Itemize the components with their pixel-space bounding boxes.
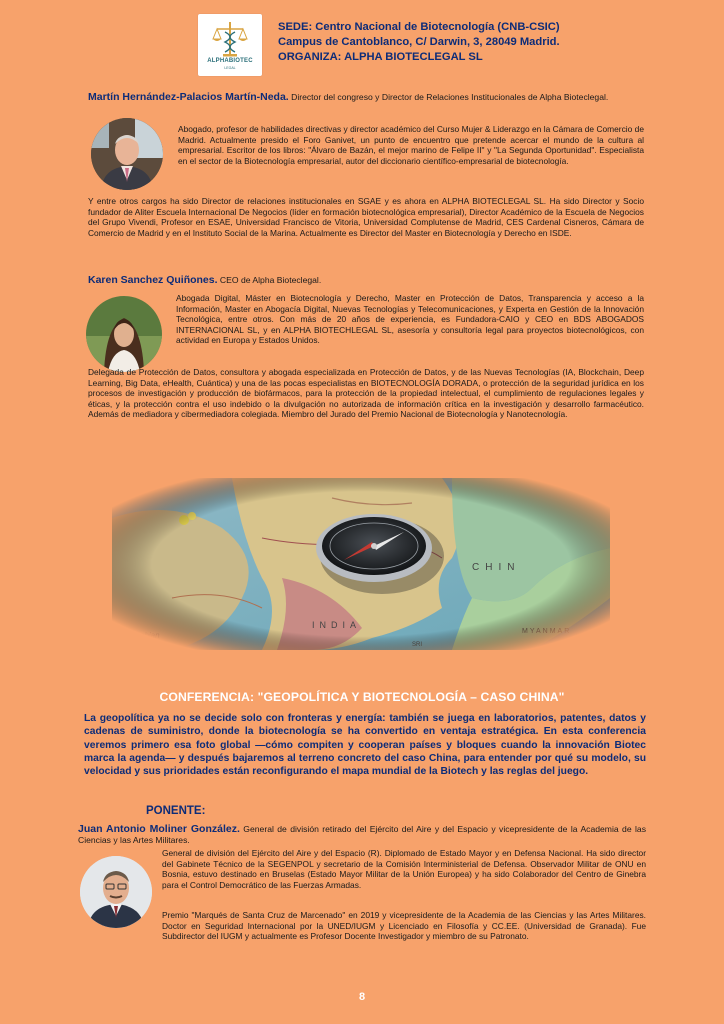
bio1-heading: [88, 92, 644, 103]
bio2-paragraph-2: Delegada de Protección de Datos, consultora y abogada especializada en Protección de Datos, y de las Nuevas Tecnologías (IA, Blockchain, Deep Learning, Big Data, eHealth, Cuántica) y una de las pocas especialistas en BIOTECNOLOGÍA DORADA, o protección de la seguridad jurídica en los procesos de investigación y producción de biofármacos, para la protección de la propiedad intelectual, el cumplimiento de regulaciones legales y éticas, y la protección contra el uso indebido o la divulgación no autorizada de información crítica en la investigación y desarrollo farmacéutico. Además de mediadora y cibermediadora colegiada. Miembro del Jurado del Premio Nacional de Biotecnología y Nanotecnología.: [88, 367, 644, 420]
bio2-name: Karen Sanchez Quiñones.: [88, 274, 218, 286]
bio3-photo: [80, 856, 152, 928]
bio1-role: Director del congreso y Director de Relaciones Institucionales de Alpha Bioteclegal.: [288, 92, 609, 102]
map-compass-image: [112, 478, 610, 650]
speaker-portrait-icon: [86, 296, 162, 372]
bio2-paragraph-1: Abogada Digital, Máster en Biotecnología y Derecho, Master en Protección de Datos, Transparencia y acceso a la Información, Master en Abogacía Digital, Nuevas Tecnologías y Telecomunicaciones, y Experta en Gestión de la Innovación Tecnológica, entre otros. Con más de 20 años de experiencia, es Fundadora-CAIO y CEO en BDS ABOGADOS INTERNACIONAL SL, y en ALPHA BIOTECHLEGAL SL, asesoría y consultoría legal para proyectos biotecnológicos, con actividad en Europa y Estados Unidos.: [176, 293, 644, 346]
venue-header: [278, 20, 698, 65]
bio1-photo: [91, 118, 163, 190]
bio1-paragraph-1: Abogado, profesor de habilidades directivas y director académico del Curso Mujer & Liderazgo en la Cámara de Comercio de Madrid. Actualmente presido el Foro Ganivet, un punto de encuentro que pretende acercar el mundo de la cultura al empresarial. Escritor de los libros: "Álvaro de Bazán, el mejor marino de Felipe II" y "La Segunda Oportunidad". Especialista en el sector de la Biotecnología empresarial, autor del diccionario científico-empresarial de biotecnología.: [178, 124, 644, 166]
page-number: 8: [358, 991, 366, 1003]
alphabiotec-logo: [198, 14, 262, 76]
conference-title: CONFERENCIA: "GEOPOLÍTICA Y BIOTECNOLOGÍA – CASO CHINA": [159, 690, 565, 704]
ponente-label: PONENTE:: [146, 805, 206, 817]
bio3-role: General de división retirado del Ejército del Aire y del Espacio y vicepresidente de la Academia de las Ciencias y las Artes Militares.: [78, 824, 646, 845]
bio2-role: CEO de Alpha Bioteclegal.: [217, 275, 322, 285]
header-line-address: Campus de Cantoblanco, C/ Darwin, 3, 28049 Madrid.: [278, 36, 560, 48]
bio2-photo: [86, 296, 162, 372]
conference-abstract: La geopolítica ya no se decide solo con fronteras y energía: también se juega en laboratorios, patentes, datos y cadenas de suministro, donde la biotecnología se ha convertido en ventaja estratégica. En esta conferencia veremos primero esa foto global —cómo compiten y cooperan países y bloques cuando la innovación Biotec marca la agenda— y después bajaremos al terreno concreto del caso China, para entender por qué su modelo, su velocidad y sus prioridades están reconfigurando el mapa mundial de la Biotech y las reglas del juego.: [84, 713, 646, 778]
logo-sub: LEGAL: [224, 66, 236, 70]
bio3-paragraph-1: General de división del Ejército del Aire y del Espacio (R). Diplomado de Estado Mayor y en Defensa Nacional. Ha sido director del Gabinete Técnico de la SEGENPOL y secretario de la Comisión Interministerial de Defensa. Observador Militar de ONU en Bosnia, estuvo destinado en Bruselas (Estado Mayor Militar de la Unión Europea) y ha sido Colaborador del Centro de Ginebra para el Control Democrático de las Fuerzas Armadas.: [162, 848, 646, 890]
bio1-paragraph-2: Y entre otros cargos ha sido Director de relaciones institucionales en SGAE y es ahora en ALPHA BIOTECLEGAL SL. Ha sido Director y Socio fundador de Aliter Escuela Internacional De Negocios (líder en formación biotecnológica empresarial), Director Académico de la Escuela de Negocios del Grupo Vivendi, Profesor en ESAE, Universidad Francisco de Vitoria, Universidad Complutense de Madrid, CES Cardenal Cisneros, Cámara de Comercio de Madrid y en el Instituto Social de la Marina. Actualmente es Director del Master en Biotecnología y Derecho en ISDE.: [88, 196, 644, 238]
speaker-portrait-icon: [91, 118, 163, 190]
logo-name: ALPHABIOTEC: [207, 58, 253, 64]
bio3-name: Juan Antonio Moliner González.: [78, 823, 240, 835]
map-compass-illustration: [112, 478, 610, 650]
bio2-heading: [88, 275, 644, 286]
speaker-portrait-icon: [80, 856, 152, 928]
bio3-paragraph-2: Premio "Marqués de Santa Cruz de Marcenado" en 2019 y vicepresidente de la Academia de las Ciencias y las Artes Militares. Doctor en Seguridad Internacional por la UNED/IUGM y Licenciado en Filosofía y CC.EE. (Universidad de Granada). Fue Subdirector del IUGM y actualmente es Profesor Docente Investigador y miembro de su Patronato.: [162, 910, 646, 942]
bio1-name: Martín Hernández-Palacios Martín-Neda.: [88, 91, 289, 103]
scales-dna-icon: [212, 20, 248, 58]
bio3-heading: [78, 824, 646, 845]
header-line-sede: SEDE: Centro Nacional de Biotecnología (CNB-CSIC): [278, 21, 560, 33]
header-line-organiza: ORGANIZA: ALPHA BIOTECLEGAL SL: [278, 51, 483, 63]
